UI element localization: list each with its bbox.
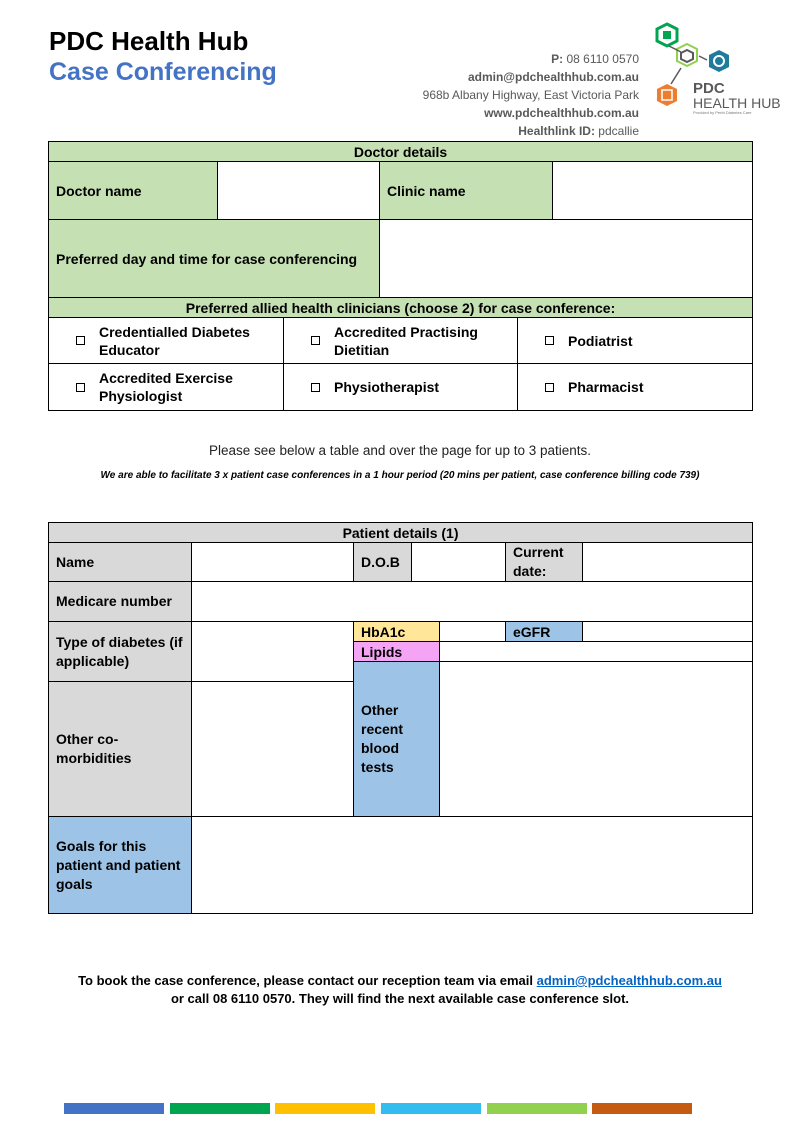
patient-details-table	[48, 522, 753, 622]
preferred-time-label: Preferred day and time for case conferencing	[49, 220, 380, 298]
checkbox-icon[interactable]	[545, 336, 554, 345]
address: 968b Albany Highway, East Victoria Park	[422, 88, 639, 102]
booking-line1: To book the case conference, please contact our reception team via email	[78, 973, 533, 988]
checkbox-icon[interactable]	[311, 383, 320, 392]
email: admin@pdchealthhub.com.au	[467, 70, 639, 84]
name-label: Name	[49, 543, 192, 582]
billing-note: We are able to facilitate 3 x patient case conferences in a 1 hour period (20 mins per patient, case conference billing code 739)	[100, 470, 700, 481]
booking-line2: or call 08 6110 0570. They will find the next available case conference slot.	[170, 991, 630, 1006]
patient-details-heading: Patient details (1)	[49, 523, 753, 543]
medicare-field[interactable]	[192, 582, 753, 622]
comorbidities-field[interactable]	[192, 682, 354, 817]
logo-tagline: Provided by Perth Diabetes Care	[693, 110, 752, 115]
phone-label: P:	[551, 52, 564, 66]
clinician-option-physiotherapist[interactable]	[284, 364, 518, 411]
comorbidities-label: Other co-morbidities	[49, 682, 192, 817]
clinician-option-dietitian[interactable]	[284, 318, 518, 364]
clinicians-table	[48, 317, 753, 411]
other-tests-field[interactable]	[440, 662, 753, 817]
preferred-time-field[interactable]	[380, 220, 753, 298]
clinic-name-field[interactable]	[553, 162, 753, 220]
clinician-label: Pharmacist	[568, 379, 644, 395]
diabetes-type-field[interactable]	[192, 622, 354, 682]
contact-block	[423, 50, 639, 140]
patient-clinical-table	[48, 621, 753, 914]
clinic-name-label: Clinic name	[380, 162, 553, 220]
clinician-label: Credentialled Diabetes Educator	[99, 323, 250, 358]
booking-email-link[interactable]: admin@pdchealthhub.com.au	[536, 973, 722, 988]
logo-text	[693, 82, 781, 110]
current-date-field[interactable]	[583, 543, 753, 582]
lipids-label: Lipids	[354, 642, 440, 662]
doctor-details-heading: Doctor details	[49, 142, 753, 162]
diabetes-type-label: Type of diabetes (if applicable)	[49, 622, 192, 682]
logo-line2: HEALTH HUB	[693, 95, 781, 111]
footer-bar-yellow	[275, 1103, 375, 1114]
doctor-details-table	[48, 141, 753, 318]
footer-bar-orange	[592, 1103, 692, 1114]
name-field[interactable]	[192, 543, 354, 582]
hba1c-label: HbA1c	[354, 622, 440, 642]
healthlink-id: pdcallie	[598, 124, 639, 138]
clinician-label: Podiatrist	[568, 332, 633, 349]
other-tests-label: Other recent blood tests	[354, 662, 440, 817]
clinicians-heading: Preferred allied health clinicians (choose 2) for case conference:	[49, 298, 753, 318]
footer-bar-green	[170, 1103, 270, 1114]
goals-field[interactable]	[192, 817, 753, 914]
booking-instructions	[0, 972, 800, 1008]
page-subtitle: Case Conferencing	[49, 58, 277, 86]
clinician-label: Accredited Exercise Physiologist	[99, 370, 233, 404]
checkbox-icon[interactable]	[545, 383, 554, 392]
clinician-option-exercise-physiologist[interactable]	[49, 364, 284, 411]
goals-label: Goals for this patient and patient goals	[49, 817, 192, 914]
healthlink-label: Healthlink ID:	[518, 124, 595, 138]
clinician-option-podiatrist[interactable]	[518, 318, 753, 364]
doctor-name-field[interactable]	[218, 162, 380, 220]
logo-line1: PDC	[693, 80, 725, 97]
footer-bar-blue	[64, 1103, 164, 1114]
clinician-option-cde[interactable]	[49, 318, 284, 364]
checkbox-icon[interactable]	[311, 336, 320, 345]
clinician-option-pharmacist[interactable]	[518, 364, 753, 411]
page-title: PDC Health Hub	[49, 26, 249, 56]
website: www.pdchealthhub.com.au	[484, 106, 639, 120]
clinician-label: Accredited Practising Dietitian	[334, 323, 478, 358]
current-date-label: Current date:	[506, 543, 583, 582]
checkbox-icon[interactable]	[76, 336, 85, 345]
dob-field[interactable]	[412, 543, 506, 582]
lipids-field[interactable]	[440, 642, 753, 662]
doctor-name-label: Doctor name	[49, 162, 218, 220]
dob-label: D.O.B	[354, 543, 412, 582]
clinician-label: Physiotherapist	[334, 379, 440, 395]
egfr-label: eGFR	[506, 622, 583, 642]
egfr-field[interactable]	[583, 622, 753, 642]
checkbox-icon[interactable]	[76, 383, 85, 392]
phone: 08 6110 0570	[566, 52, 639, 66]
patients-note: Please see below a table and over the page for up to 3 patients.	[208, 443, 591, 458]
medicare-label: Medicare number	[49, 582, 192, 622]
footer-bar-cyan	[381, 1103, 481, 1114]
hba1c-field[interactable]	[440, 622, 506, 642]
footer-bar-lime	[487, 1103, 587, 1114]
